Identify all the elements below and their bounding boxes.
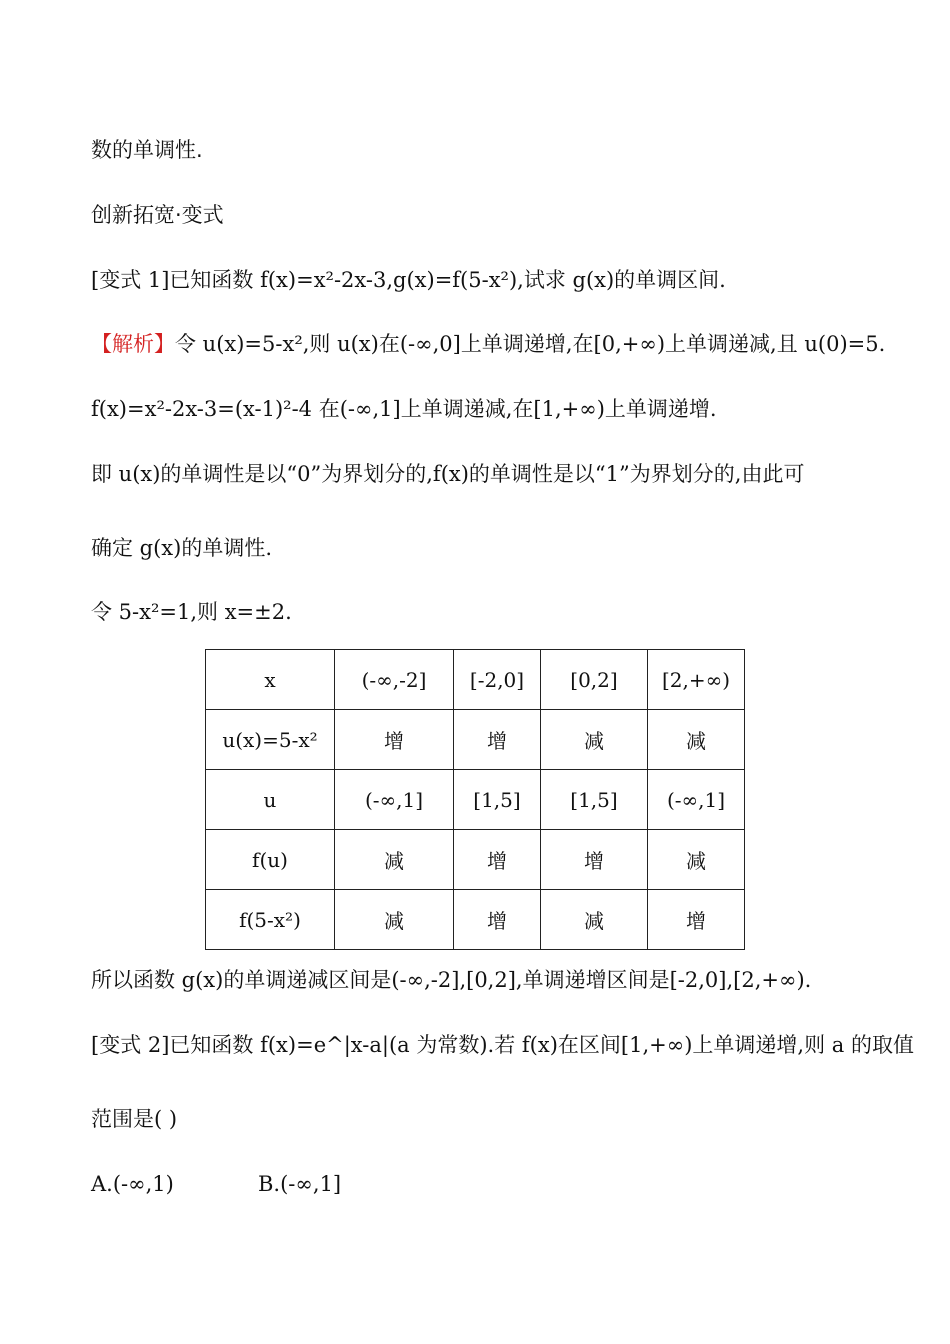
- table-cell: (-∞,1]: [648, 770, 745, 830]
- text-line-1: 数的单调性.: [91, 138, 203, 162]
- solution-tag: 【解析】: [91, 332, 175, 356]
- table-cell: u(x)=5-x²: [206, 710, 335, 770]
- table-cell: [-2,0]: [454, 650, 541, 710]
- table-row: [206, 830, 745, 890]
- table-cell: u: [206, 770, 335, 830]
- table-cell: 增: [335, 710, 454, 770]
- table-cell: f(u): [206, 830, 335, 890]
- table-cell: 增: [541, 830, 648, 890]
- table-cell: [0,2]: [541, 650, 648, 710]
- table-cell: 减: [335, 830, 454, 890]
- table-cell: [1,5]: [454, 770, 541, 830]
- option-a: A.(-∞,1): [91, 1172, 174, 1196]
- solution-line-4: 确定 g(x)的单调性.: [91, 536, 273, 560]
- problem-1-statement: [变式 1]已知函数 f(x)=x²-2x-3,g(x)=f(5-x²),试求 g(x)的单调区间.: [91, 268, 726, 292]
- problem-2-continuation: 范围是( ): [91, 1107, 178, 1131]
- table-row: [206, 710, 745, 770]
- table-cell: [1,5]: [541, 770, 648, 830]
- option-b: B.(-∞,1]: [258, 1172, 342, 1196]
- table-cell: x: [206, 650, 335, 710]
- solution-line-3: 即 u(x)的单调性是以“0”为界划分的,f(x)的单调性是以“1”为界划分的,由此可: [91, 462, 805, 486]
- table-cell: 减: [335, 890, 454, 950]
- table-row: [206, 650, 745, 710]
- table-cell: [2,+∞): [648, 650, 745, 710]
- table-cell: 减: [541, 710, 648, 770]
- solution-line-1-text: 令 u(x)=5-x²,则 u(x)在(-∞,0]上单调递增,在[0,+∞)上单调递减,且 u(0)=5.: [175, 332, 886, 356]
- monotonicity-table: [205, 649, 745, 950]
- table-cell: 增: [454, 830, 541, 890]
- table-cell: 增: [648, 890, 745, 950]
- table-row: [206, 770, 745, 830]
- table-cell: (-∞,1]: [335, 770, 454, 830]
- table-row: [206, 890, 745, 950]
- table-cell: 减: [648, 710, 745, 770]
- solution-line-2: f(x)=x²-2x-3=(x-1)²-4 在(-∞,1]上单调递减,在[1,+∞)上单调递增.: [91, 397, 717, 421]
- solution-conclusion: 所以函数 g(x)的单调递减区间是(-∞,-2],[0,2],单调递增区间是[-2,0],[2,+∞).: [91, 968, 812, 992]
- table-cell: (-∞,-2]: [335, 650, 454, 710]
- problem-2-statement: [变式 2]已知函数 f(x)=e^|x-a|(a 为常数).若 f(x)在区间[1,+∞)上单调递增,则 a 的取值: [91, 1033, 914, 1057]
- solution-line-1: [91, 330, 885, 358]
- table-cell: 增: [454, 890, 541, 950]
- table-cell: 减: [541, 890, 648, 950]
- solution-line-5: 令 5-x²=1,则 x=±2.: [91, 600, 292, 624]
- table-cell: 增: [454, 710, 541, 770]
- table-cell: f(5-x²): [206, 890, 335, 950]
- table-cell: 减: [648, 830, 745, 890]
- section-heading: 创新拓宽·变式: [91, 203, 224, 227]
